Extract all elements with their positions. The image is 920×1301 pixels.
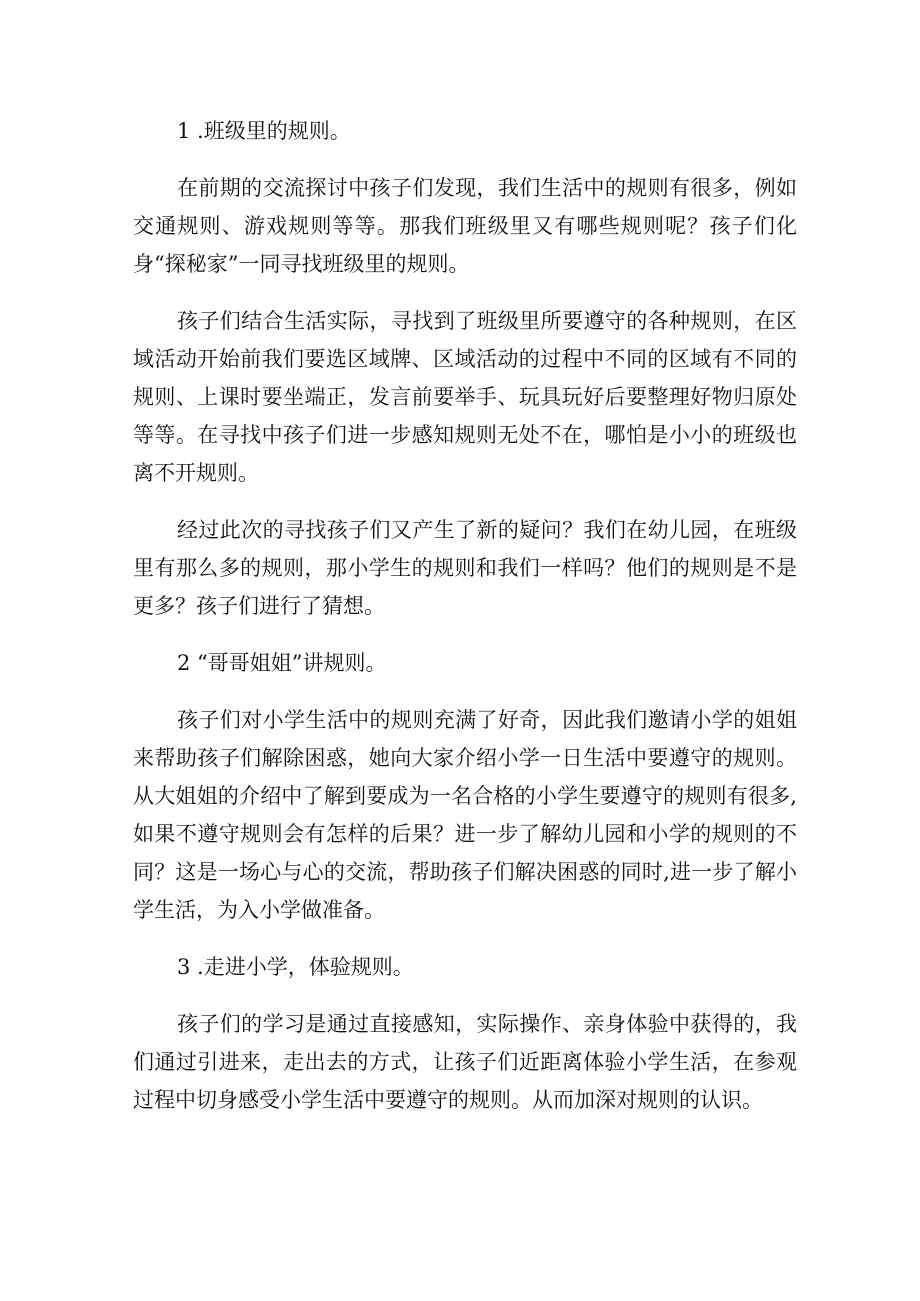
- section-heading-3: 3 .走进小学，体验规则。: [177, 955, 414, 979]
- paragraph-4: 孩子们对小学生活中的规则充满了好奇，因此我们邀请小学的姐姐来帮助孩子们解除困惑，她向大家介绍小学一日生活中要遵守的规则。从大姐姐的介绍中了解到要成为一名合格的小学生要遵守的规则有很多,如果不遵守规则会有怎样的后果？进一步了解幼儿园和小学的规则的不同？这是一场心与心的交流，帮助孩子们解决困惑的同时,进一步了解小学生活，为入小学做准备。: [133, 708, 797, 922]
- section-heading-1: 1 .班级里的规则。: [177, 119, 351, 143]
- paragraph-1: 在前期的交流探讨中孩子们发现，我们生活中的规则有很多，例如交通规则、游戏规则等等。那我们班级里又有哪些规则呢？孩子们化身“探秘家”一同寻找班级里的规则。: [133, 176, 797, 276]
- paragraph-5: 孩子们的学习是通过直接感知，实际操作、亲身体验中获得的，我们通过引进来，走出去的方式，让孩子们近距离体验小学生活，在参观过程中切身感受小学生活中要遵守的规则。从而加深对规则的认识。: [133, 1012, 797, 1112]
- section-heading-2: 2 “哥哥姐姐”讲规则。: [177, 651, 387, 675]
- paragraph-3: 经过此次的寻找孩子们又产生了新的疑问？我们在幼儿园，在班级里有那么多的规则，那小学生的规则和我们一样吗？他们的规则是不是更多？孩子们进行了猜想。: [133, 518, 797, 618]
- paragraph-2: 孩子们结合生活实际，寻找到了班级里所要遵守的各种规则，在区域活动开始前我们要选区域牌、区域活动的过程中不同的区域有不同的规则、上课时要坐端正，发言前要举手、玩具玩好后要整理好物归原处等等。在寻找中孩子们进一步感知规则无处不在，哪怕是小小的班级也离不开规则。: [133, 309, 797, 485]
- document-body: [133, 112, 797, 1138]
